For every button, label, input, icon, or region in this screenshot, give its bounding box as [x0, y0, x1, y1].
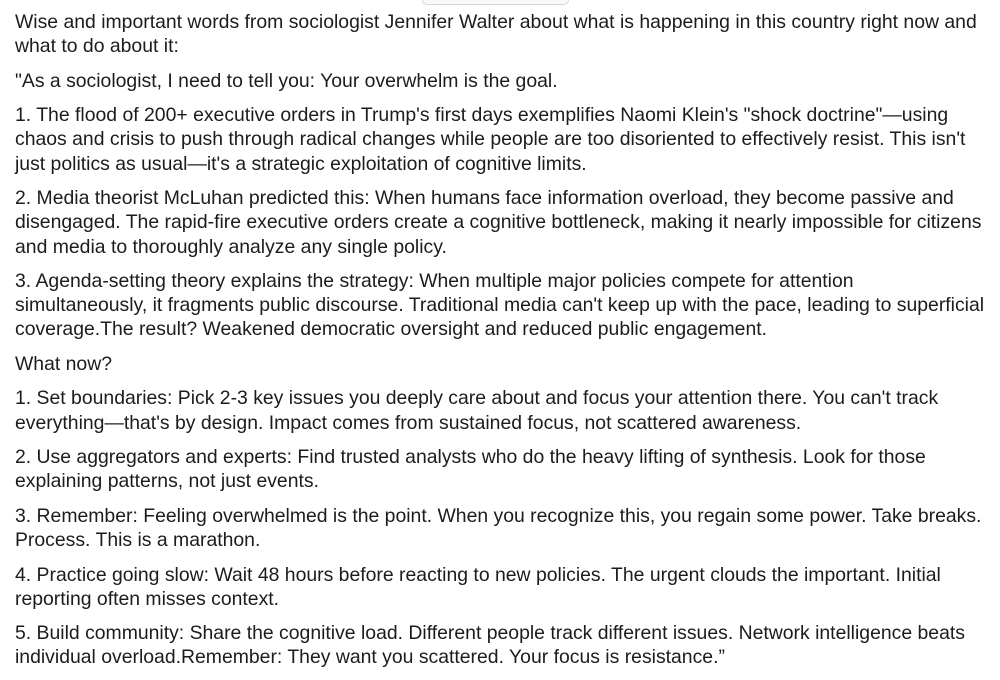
- point-shock-doctrine: 1. The flood of 200+ executive orders in Trump's first days exemplifies Naomi Klein's "shock doctrine"—using chaos and crisis to push through radical changes while people are too disoriented to effectively resist. This isn't just politics as usual—it's a strategic exploitation of cognitive limits.: [15, 104, 966, 175]
- point-mcluhan: 2. Media theorist McLuhan predicted this: When humans face information overload, they become passive and disengaged. The rapid-fire executive orders create a cognitive bottleneck, making it nearly impossible for citizens and media to thoroughly analyze any single policy.: [15, 187, 982, 258]
- advice-go-slow: 4. Practice going slow: Wait 48 hours before reacting to new policies. The urgent clouds the important. Initial reporting often misses context.: [15, 563, 941, 610]
- post-body: [15, 10, 987, 680]
- advice-set-boundaries: 1. Set boundaries: Pick 2-3 key issues you deeply care about and focus your attention there. You can't track everything—that's by design. Impact comes from sustained focus, not scattered awareness.: [15, 387, 939, 434]
- advice-build-community: 5. Build community: Share the cognitive load. Different people track different issues. Network intelligence beats individual overload.Remember: They want you scattered. Your focus is resistance.”: [15, 622, 965, 669]
- what-now-heading: What now?: [15, 352, 113, 375]
- quote-opening: "As a sociologist, I need to tell you: Your overwhelm is the goal.: [15, 69, 558, 92]
- point-agenda-setting: 3. Agenda-setting theory explains the strategy: When multiple major policies compete for attention simultaneously, it fragments public discourse. Traditional media can't keep up with the pace, leading to superficial coverage.The result? Weakened democratic oversight and reduced public engagement.: [15, 270, 985, 341]
- top-tab-handle: [422, 0, 569, 5]
- post-intro: Wise and important words from sociologist Jennifer Walter about what is happening in this country right now and what to do about it:: [15, 11, 977, 58]
- advice-use-aggregators: 2. Use aggregators and experts: Find trusted analysts who do the heavy lifting of synthesis. Look for those explaining patterns, not just events.: [15, 446, 926, 493]
- advice-remember: 3. Remember: Feeling overwhelmed is the point. When you recognize this, you regain some power. Take breaks. Process. This is a marathon.: [15, 504, 982, 552]
